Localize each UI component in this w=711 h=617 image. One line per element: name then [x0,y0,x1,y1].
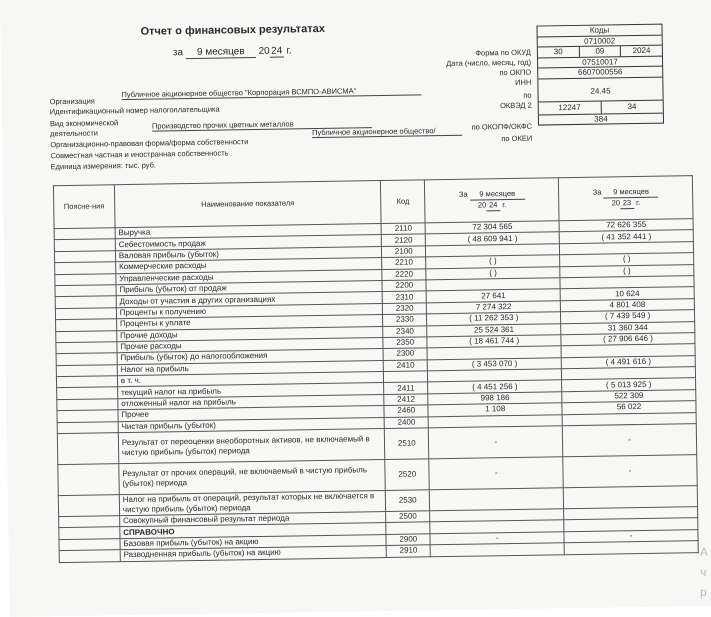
row-name: Выручка [115,224,382,240]
row-value-2024: 27 641 [426,289,560,302]
ownership-label: Совместная частная и иностранная собственность [50,148,229,161]
okopf-value: 12247 [539,101,602,114]
row-name: Налог на прибыль [117,360,384,376]
row-value-2024 [430,543,564,556]
row-name: Управленческие расходы [116,269,383,285]
row-code: 2120 [381,234,425,246]
row-name: Проценты к уплате [116,315,383,331]
row-note [59,516,120,528]
row-value-2023: 522 309 [562,389,696,402]
row-value-2024: ( 48 609 941 ) [426,232,560,245]
units-label: Единица измерения: тыс. руб. [50,160,157,172]
col-note-header: Поясне-ния [53,185,115,229]
row-note [58,495,119,517]
row-note [56,330,117,342]
org-name: Публичное акционерное общество "Корпорация ВСМПО-АВИСМА" [121,85,421,100]
row-code: 2500 [386,511,430,523]
row-value-2023: ( ) [560,253,694,266]
activity-label-1: Вид экономической [49,118,119,129]
row-value-2023: ( 41 352 441 ) [559,230,693,243]
row-name: Прочее [118,406,385,422]
row-note [56,342,117,354]
row-value-2024: - [430,532,564,545]
row-name: Проценты к получению [116,303,383,319]
okved-label-2: ОКВЭД 2 [499,100,532,111]
report-title: Отчет о финансовых результатах [140,22,325,38]
date-day: 30 [538,47,580,57]
row-code: 2510 [385,428,430,460]
row-code [386,522,430,534]
row-value-2024: ( 3 453 070 ) [428,357,562,370]
row-name: Доходы от участия в других организациях [116,292,383,308]
col-name-header: Наименование показателя [114,181,381,228]
year-suffix: 24 [271,45,283,57]
row-note [59,527,120,539]
row-value-2023 [564,541,698,554]
row-value-2023 [563,486,697,509]
row-code: 2340 [383,325,427,337]
row-name: Чистая прибыль (убыток) [118,417,385,433]
row-note [55,285,116,297]
codes-heading: Коды [537,25,661,37]
okved-code: 24.45 [538,77,662,102]
row-value-2023: 4 801 408 [560,298,694,311]
row-name: отложенный налог на прибыль [118,394,385,410]
row-value-2023: ( 7 439 549 ) [561,310,695,323]
row-code: 2350 [383,337,427,349]
row-note [57,410,118,422]
row-code: 2200 [382,280,426,292]
date-month: 09 [579,46,621,56]
row-value-2024: ( 11 262 353 ) [427,312,561,325]
row-code: 2410 [383,360,427,372]
edge-glyph-r: р [699,584,707,600]
row-note [55,307,116,319]
okved-label-1: по [523,90,532,100]
row-value-2024: 1 108 [428,403,562,416]
row-name: Прибыль (убыток) до налогообложения [117,349,384,365]
edge-glyph-a: А [699,544,709,560]
row-name: Результат от переоценки внеоборотных активов, не включаемый в чистую прибыль (убыток) периода [118,429,385,464]
row-value-2024: 72 304 565 [425,221,559,234]
za-label: за [172,47,184,59]
col-period1-header: За 9 месяцев 20 24 г. [425,178,559,223]
date-year: 2024 [632,45,651,56]
row-note [55,262,116,274]
period-value: 9 месяцев [186,46,256,59]
row-code: 2400 [384,416,428,428]
row-code: 2411 [384,382,428,394]
row-name: текущий налог на прибыль [117,383,384,399]
row-name: Совокупный финансовый результат периода [119,512,386,528]
row-name: в т. ч. [117,372,384,388]
codes-box [536,24,664,126]
date-label: Дата (число, месяц, год) [446,57,532,68]
col-period2-header: За 9 месяцев 20 23 г. [559,176,694,221]
row-code: 2220 [382,268,426,280]
row-code: 2310 [382,291,426,303]
row-note [55,273,116,285]
inn-row-label: Идентификационный номер налогоплательщика [49,104,220,117]
row-note [59,538,120,550]
row-name: Результат от прочих операций, не включаемый в чистую прибыль (убыток) периода [119,460,386,495]
row-value-2024 [430,488,564,511]
row-value-2024: ( 18 461 744 ) [427,335,561,348]
row-note [56,319,117,331]
row-code: 2320 [383,303,427,315]
row-name: Прочие доходы [117,326,384,342]
row-code: 2412 [384,394,428,406]
row-code: 2910 [386,545,430,557]
row-name: Прибыль (убыток) от продаж [116,280,383,296]
row-note [56,353,117,365]
table-body [54,219,698,563]
row-name: Себестоимость продаж [115,235,382,251]
row-code [384,371,428,383]
row-note [57,421,118,433]
row-name: Коммерческие расходы [115,258,382,274]
row-code: 2210 [382,257,426,269]
edge-glyph-ch: ч [699,564,707,580]
row-note [54,251,115,263]
okei-code: 384 [594,113,608,124]
row-code: 2460 [384,405,428,417]
row-code: 2330 [383,314,427,326]
okfs-value: 34 [627,101,637,111]
row-value-2024: 998 186 [428,392,562,405]
row-value-2023: ( 27 906 646 ) [561,333,695,346]
row-name: Базовая прибыль (убыток) на акцию [120,534,387,550]
row-name: Прочие расходы [117,337,384,353]
inn-label: ИНН [515,77,532,87]
row-value-2023: - [563,455,697,488]
row-name: Разводненная прибыль (убыток) на акцию [120,546,387,562]
row-code: 2110 [381,223,425,235]
report-period [173,45,292,59]
activity-label-2: деятельности [50,128,99,139]
row-code: 2520 [385,459,430,491]
row-value-2023: ( ) [560,264,694,277]
financial-results-table [53,175,699,563]
row-code: 2900 [386,534,430,546]
row-note [59,550,120,562]
inn-code: 6607000556 [538,67,662,79]
col-code-header: Код [381,180,426,224]
row-note [57,433,118,465]
row-code: 2100 [382,246,426,258]
row-note [57,399,118,411]
okud-label: Форма по ОКУД [475,47,531,58]
row-name: СПРАВОЧНО [120,523,387,539]
row-value-2024: 7 274 322 [427,300,561,313]
legal-form-value: Публичное акционерное общество/ [312,126,462,138]
row-name: Налог на прибыль от операций, результат которых не включается в чистую прибыль (убыток) периода [119,491,386,516]
row-value-2024: - [429,426,563,459]
year-unit: г. [286,45,292,57]
row-value-2023: - [562,424,696,457]
okei-label: по ОКЕИ [501,133,533,144]
row-value-2024: 25 524 361 [427,323,561,336]
row-note [54,228,115,240]
row-value-2023: ( 4 491 616 ) [561,355,695,368]
row-note [58,464,119,496]
row-name: Валовая прибыль (убыток) [115,246,382,262]
row-value-2023: - [564,529,698,542]
okpo-label: по ОКПО [499,67,532,78]
legal-form-label: Организационно-правовая форма/форма собственности [50,137,249,150]
row-note [56,364,117,376]
row-value-2024: ( ) [426,255,560,268]
org-label: Организация [49,96,95,107]
row-value-2024: ( ) [426,266,560,279]
year-prefix: 20 [258,45,270,57]
row-note [57,387,118,399]
row-value-2023: ( 5 013 925 ) [562,378,696,391]
row-note [55,296,116,308]
okud-code: 0710002 [538,35,662,47]
activity-value: Производство прочих цветных металлов [152,118,372,131]
row-value-2023: 56 022 [562,401,696,414]
row-code: 2300 [383,348,427,360]
row-value-2023: 10 624 [560,287,694,300]
row-note [54,239,115,251]
row-note [56,376,117,388]
okpo-code: 07510017 [538,56,662,68]
row-value-2024: ( 4 451 256 ) [428,380,562,393]
row-value-2024: - [429,457,563,490]
row-value-2023: 31 360 344 [561,321,695,334]
row-code: 2530 [385,490,429,512]
row-value-2023: 72 626 355 [559,219,693,232]
okopf-label: по ОКОПФ/ОКФС [471,121,533,132]
